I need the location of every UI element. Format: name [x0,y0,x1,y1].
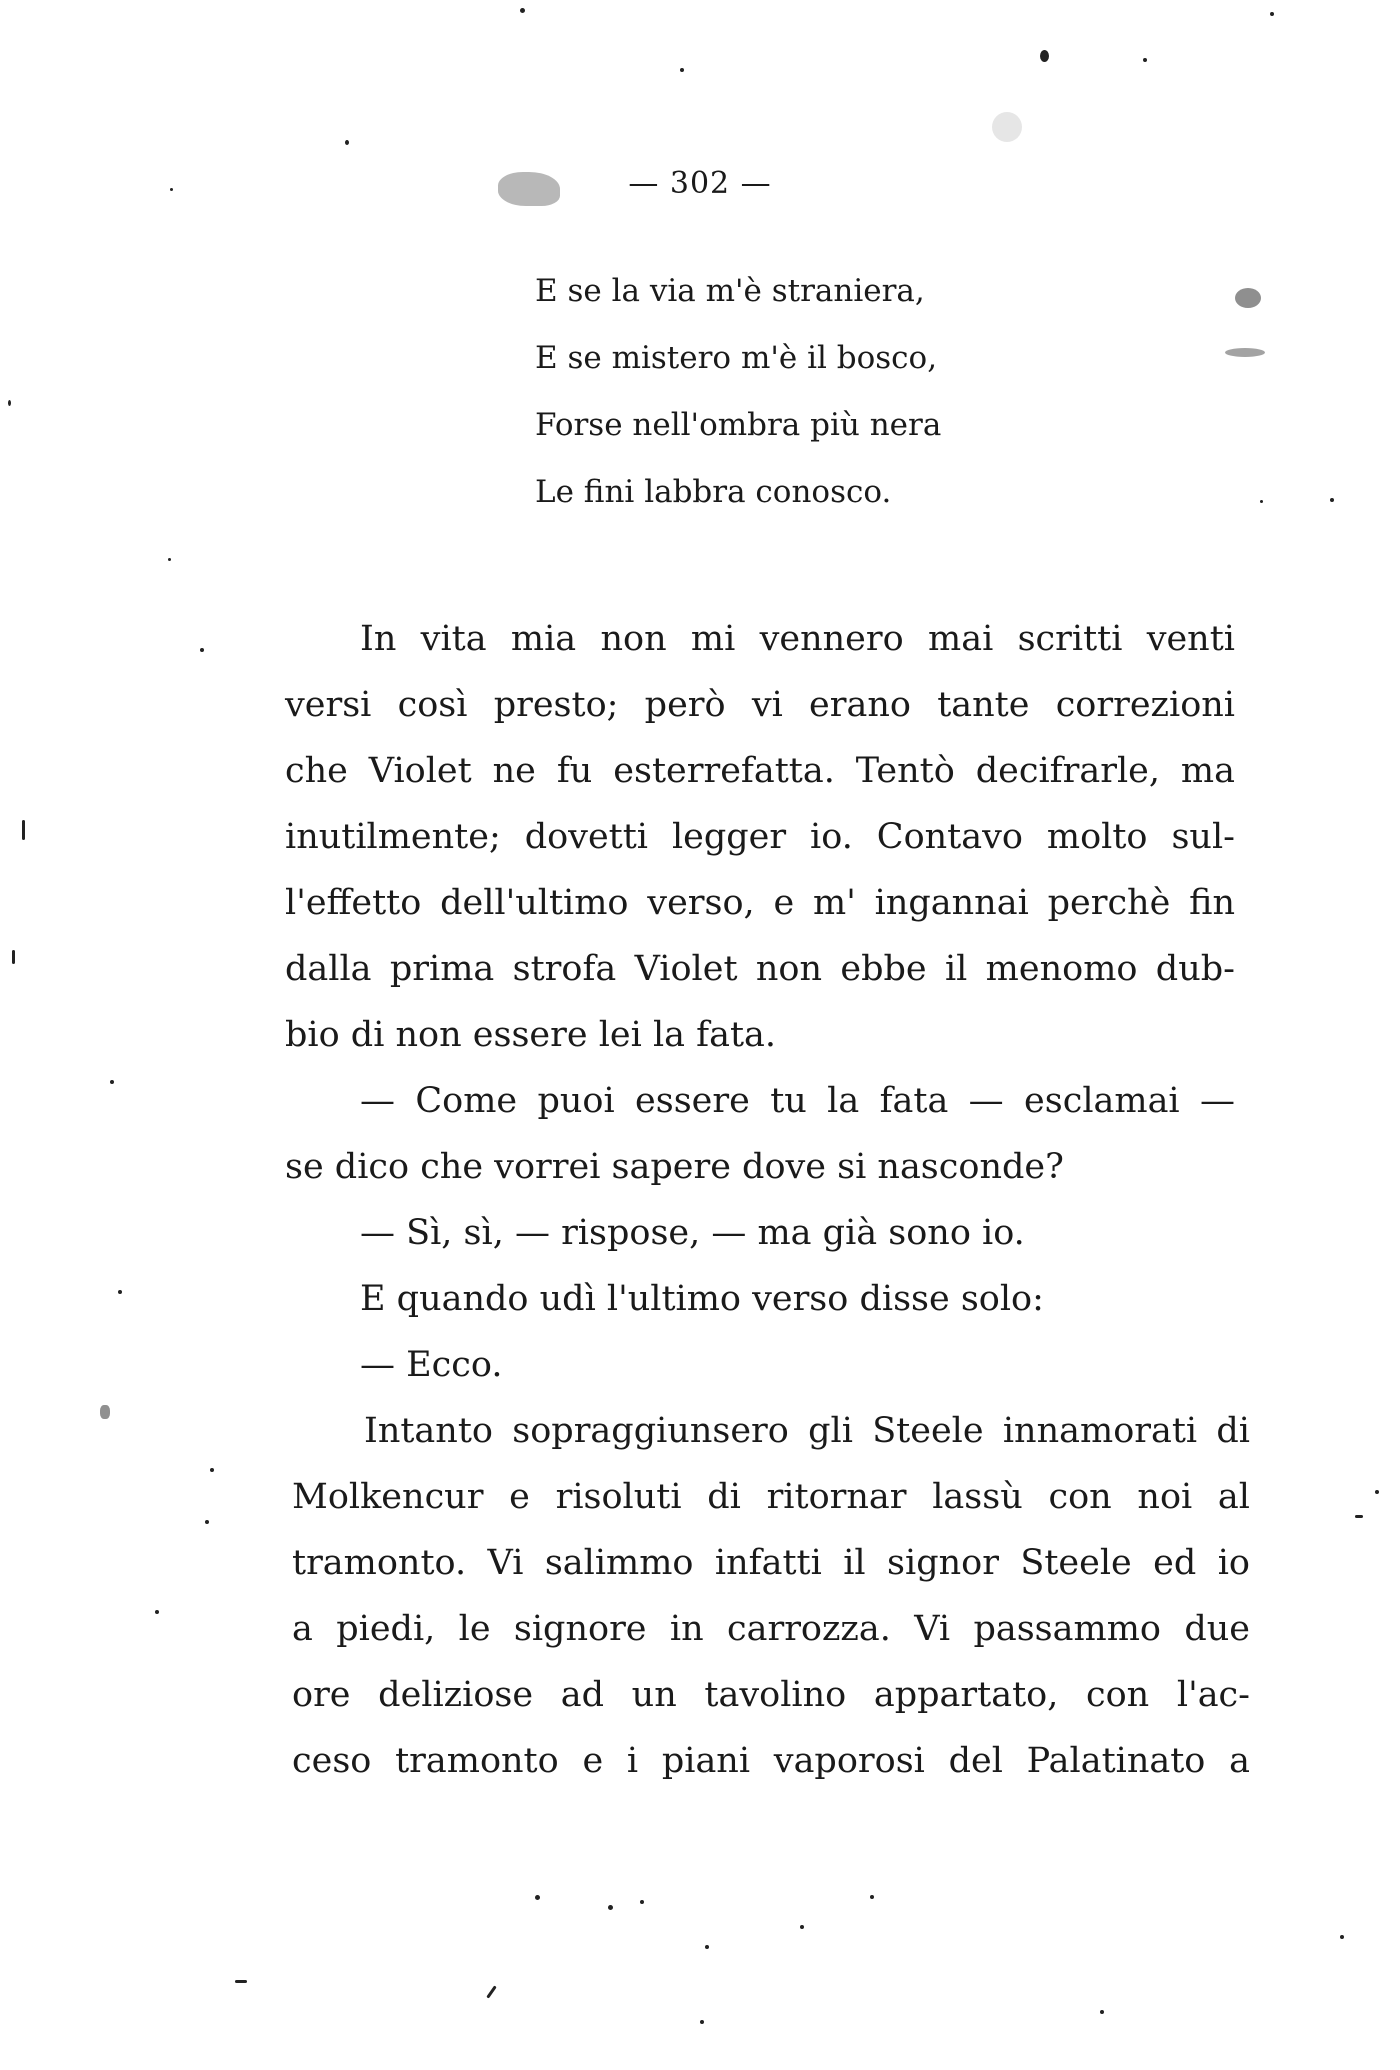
scan-speck [170,188,173,191]
scan-speck [155,1610,159,1614]
scan-speck [345,140,349,145]
scan-speck [1040,50,1049,62]
text-line: bio di non essere lei la fata. [285,1015,777,1055]
poem-line: Le fini labbra conosco. [535,474,892,510]
scan-smudge [498,172,560,206]
scan-speck [100,1405,110,1419]
dialogue-line: — Ecco. [360,1345,503,1385]
scan-speck [168,558,171,561]
scan-smudge [992,112,1022,142]
poem-stanza [535,258,1235,526]
poem-line: E se la via m'è straniera, [535,273,925,309]
scan-speck [800,1925,804,1929]
page-number: — 302 — [628,166,772,201]
scan-speck [1375,1490,1379,1494]
text-line: E quando udì l'ultimo verso disse solo: [360,1279,1044,1319]
scan-speck [210,1468,214,1472]
scan-speck [205,1520,209,1524]
scan-speck [680,68,684,72]
poem-line: Forse nell'ombra più nera [535,407,942,443]
scan-speck [870,1895,874,1899]
text-line: In vita mia non mi vennero mai scritti venti [360,619,1235,659]
text-line: l'effetto dell'ultimo verso, e m' ingannai perchè fin [285,883,1235,923]
scan-speck [700,2020,704,2024]
scan-speck [1260,500,1263,503]
scan-speck [520,8,525,13]
scan-speck [608,1905,613,1910]
dialogue-line: — Come puoi essere tu la fata — esclamai — [360,1081,1235,1121]
scan-speck [1355,1515,1363,1518]
text-line: che Violet ne fu esterrefatta. Tentò decifrarle, ma [285,751,1235,791]
text-line: a piedi, le signore in carrozza. Vi passammo due [292,1609,1250,1649]
text-line: Intanto sopraggiunsero gli Steele innamorati di [364,1411,1250,1451]
prose-paragraphs [285,606,1235,1398]
scan-speck [22,820,25,840]
scan-speck [1340,1935,1344,1939]
scan-smudge [1235,288,1261,308]
text-line: Molkencur e risoluti di ritornar lassù con noi al [292,1477,1250,1517]
scan-speck [118,1290,122,1294]
dialogue-line: — Sì, sì, — rispose, — ma già sono io. [360,1213,1025,1253]
scan-speck [200,648,204,652]
text-line: versi così presto; però vi erano tante correzioni [285,685,1235,725]
scan-speck [705,1945,709,1949]
scan-speck [235,1980,247,1983]
scan-speck [110,1080,114,1084]
scan-speck [12,950,15,964]
scan-smudge [1225,348,1265,357]
scan-speck [486,1985,496,1998]
scan-speck [1100,2010,1104,2014]
scan-speck [1330,498,1334,502]
text-line: ceso tramonto e i piani vaporosi del Palatinato a [292,1741,1250,1781]
scan-speck [640,1900,644,1904]
scan-speck [8,400,11,406]
scan-speck [1143,58,1147,62]
dialogue-line: se dico che vorrei sapere dove si nasconde? [285,1147,1064,1187]
text-line: ore deliziose ad un tavolino appartato, con l'ac- [292,1675,1250,1715]
scan-speck [1270,12,1274,16]
prose-paragraph-final [292,1398,1250,1794]
text-line: dalla prima strofa Violet non ebbe il menomo dub- [285,949,1235,989]
poem-line: E se mistero m'è il bosco, [535,340,938,376]
text-line: inutilmente; dovetti legger io. Contavo molto sul- [285,817,1235,857]
scan-speck [535,1895,540,1900]
text-line: tramonto. Vi salimmo infatti il signor Steele ed io [292,1543,1250,1583]
